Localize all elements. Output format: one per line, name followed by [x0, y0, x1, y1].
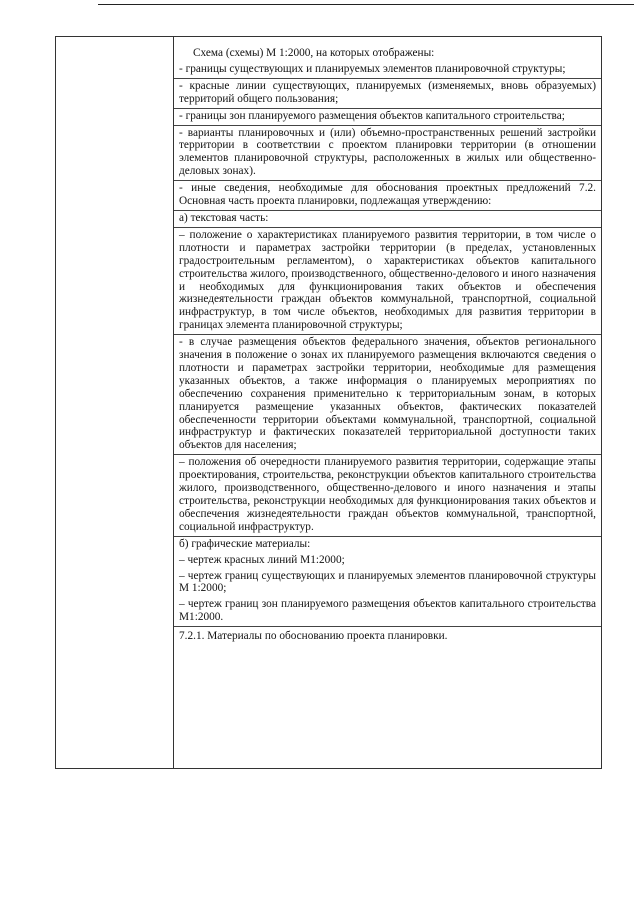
paragraph-federal-objects: - в случае размещения объектов федерального значения, объектов регионального значения в положение о зонах их планируемого размещения включаются сведения о плотности и параметрах застройки территории, необходимые для размещения указанных объектов, а также информация о планируемых мероприятиях по обеспечению сохранения применительно к территориальным зонам, в которых планируется размещение указанных объектов, фактических показателей обеспеченности территории объектами коммунальной, транспортной, социальной инфраструктур и фактических показателей территориальной доступности таких объектов для населения;	[174, 335, 601, 455]
paragraph-zone-boundaries: - границы зон планируемого размещения объектов капитального строительства;	[174, 109, 601, 126]
paragraph-planning-variants: - варианты планировочных и (или) объемно-пространственных решений застройки территории в соответствии с проектом планировки территории (в отношении элементов планировочной структуры, расположенных в жилых или общественно-деловых зонах).	[174, 126, 601, 182]
paragraph-red-lines: - красные линии существующих, планируемых (изменяемых, вновь образуемых) территорий общего пользования;	[174, 79, 601, 109]
left-cell	[56, 37, 174, 768]
paragraph-structure-boundaries: - границы существующих и планируемых элементов планировочной структуры;	[174, 62, 601, 79]
paragraph-other-info: - иные сведения, необходимые для обоснования проектных предложений 7.2. Основная часть проекта планировки, подлежащая утверждению:	[174, 181, 601, 211]
top-rule	[98, 4, 634, 5]
paragraph-scheme-intro: Схема (схемы) М 1:2000, на которых отображены:	[193, 47, 435, 59]
right-cell	[174, 37, 601, 768]
paragraph-development-order: – положения об очередности планируемого развития территории, содержащие этапы проектирования, строительства, реконструкции объектов капитального строительства жилого, производственного, общественно-делового и иного назначения и этапы строительства, реконструкции необходимых для функционирования таких объектов и обеспечения жизнедеятельности граждан объектов коммунальной, транспортной, социальной инфраструктур.	[174, 455, 601, 536]
paragraph-graphic-materials: б) графические материалы:	[179, 537, 311, 550]
document-table	[55, 36, 602, 769]
paragraph-zones-drawing: – чертеж границ зон планируемого размещения объектов капитального строительства М1:2000.	[174, 597, 601, 627]
paragraph-text-part: а) текстовая часть:	[174, 211, 601, 228]
paragraph-development-characteristics: – положение о характеристиках планируемого развития территории, в том числе о плотности и параметрах застройки территории (в пределах, установленных градостроительным регламентом), о характеристиках объектов капитального строительства жилого, производственного, общественно-делового и иного назначения и необходимых для функционирования таких объектов и обеспечения жизнедеятельности граждан объектов коммунальной, транспортной, социальной инфраструктур, в том числе объектов, необходимых для развития территории в границах элемента планировочной структуры;	[174, 228, 601, 335]
paragraph-red-lines-drawing: – чертеж красных линий М1:2000;	[179, 553, 345, 566]
paragraph-structure-drawing: – чертеж границ существующих и планируемых элементов планировочной структуры М 1:2000;	[179, 569, 596, 595]
paragraph-justification-materials: 7.2.1. Материалы по обоснованию проекта планировки.	[179, 630, 448, 643]
